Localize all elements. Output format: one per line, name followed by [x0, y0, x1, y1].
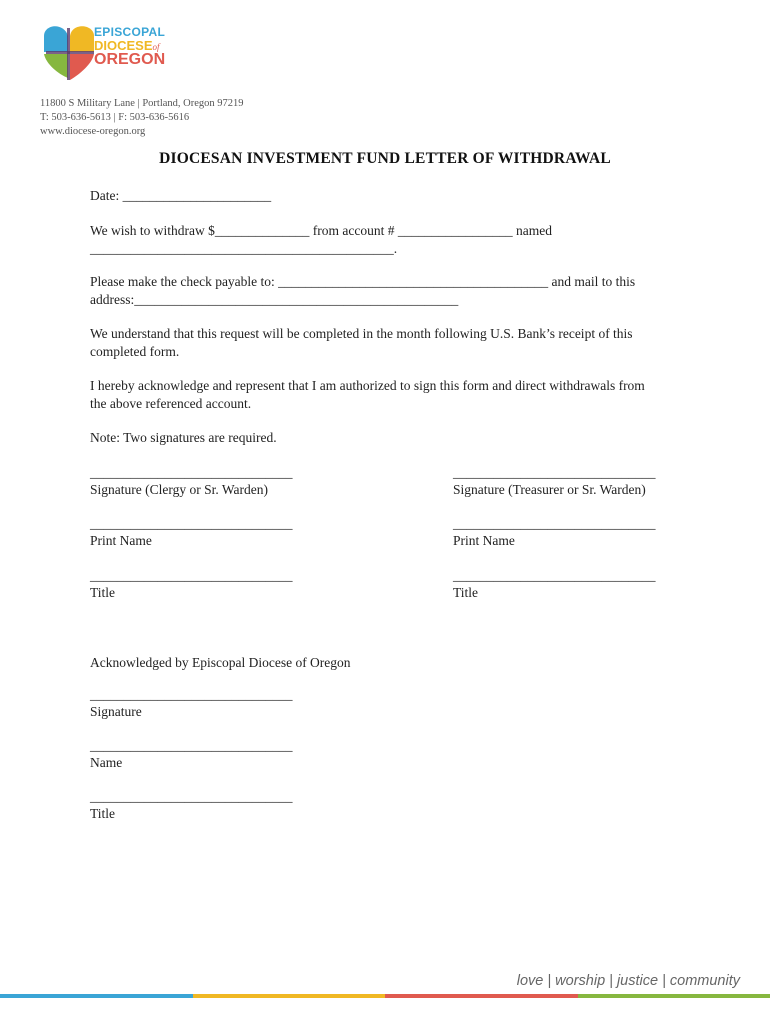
- payable-line-2: address:________________________________________________: [90, 292, 459, 307]
- address-street: 11800 S Military Lane | Portland, Oregon 97219: [40, 98, 244, 109]
- logo-of: of: [152, 42, 160, 52]
- address-phone: T: 503-636-5613 | F: 503-636-5616: [40, 112, 190, 123]
- sig-left-blank-1: ______________________________: [90, 465, 293, 480]
- ack-blank-3: ______________________________: [90, 789, 293, 804]
- sig-right-blank-1: ______________________________: [453, 465, 656, 480]
- sig-left-blank-2: ______________________________: [90, 516, 293, 531]
- sig-right-label-1: Signature (Treasurer or Sr. Warden): [453, 482, 646, 497]
- logo-diocese: DIOCESE: [94, 38, 153, 53]
- understand-line-2: completed form.: [90, 344, 180, 359]
- footer-tagline: love | worship | justice | community: [516, 973, 740, 989]
- sig-left-label-3: Title: [90, 585, 116, 600]
- logo-wordmark: [94, 26, 165, 68]
- footer-bar-yellow: [193, 994, 385, 998]
- ack-line-1: I hereby acknowledge and represent that I am authorized to sign this form and direct withdrawals from: [90, 378, 645, 393]
- sig-left-label-2: Print Name: [90, 533, 152, 548]
- ack-blank-2: ______________________________: [90, 738, 293, 753]
- logo-line3: OREGON: [94, 51, 166, 68]
- address-block: [40, 97, 244, 139]
- understand-line-1: We understand that this request will be completed in the month following U.S. Bank’s receipt of this: [90, 326, 633, 341]
- note-line: Note: Two signatures are required.: [90, 430, 277, 445]
- acknowledged-heading: Acknowledged by Episcopal Diocese of Oregon: [90, 655, 351, 670]
- document-title: DIOCESAN INVESTMENT FUND LETTER OF WITHDRAWAL: [159, 150, 611, 167]
- ack-blank-1: ______________________________: [90, 687, 293, 702]
- sig-right-label-2: Print Name: [453, 533, 515, 548]
- footer-bar-red: [385, 994, 578, 998]
- payable-line-1: Please make the check payable to: ________________________________________ and mail to this: [90, 274, 636, 289]
- ack-label-signature: Signature: [90, 704, 142, 719]
- ack-label-title: Title: [90, 806, 116, 821]
- sig-right-label-3: Title: [453, 585, 479, 600]
- sig-right-blank-2: ______________________________: [453, 516, 656, 531]
- sig-right-blank-3: ______________________________: [453, 568, 656, 583]
- ack-line-2: the above referenced account.: [90, 396, 252, 411]
- withdraw-line-2: _____________________________________________.: [90, 241, 398, 256]
- sig-left-blank-3: ______________________________: [90, 568, 293, 583]
- footer-bar-green: [578, 994, 770, 998]
- footer-bar-blue: [0, 994, 193, 998]
- sig-left-label-1: Signature (Clergy or Sr. Warden): [90, 482, 269, 497]
- ack-label-name: Name: [90, 755, 123, 770]
- heart-logo-icon: [40, 22, 100, 82]
- address-website: www.diocese-oregon.org: [40, 126, 146, 137]
- logo-line1: EPISCOPAL: [94, 25, 166, 39]
- withdraw-line-1: We wish to withdraw $______________ from account # _________________ named: [90, 223, 552, 238]
- diocese-logo: [40, 22, 170, 94]
- date-line: Date: ______________________: [90, 188, 272, 203]
